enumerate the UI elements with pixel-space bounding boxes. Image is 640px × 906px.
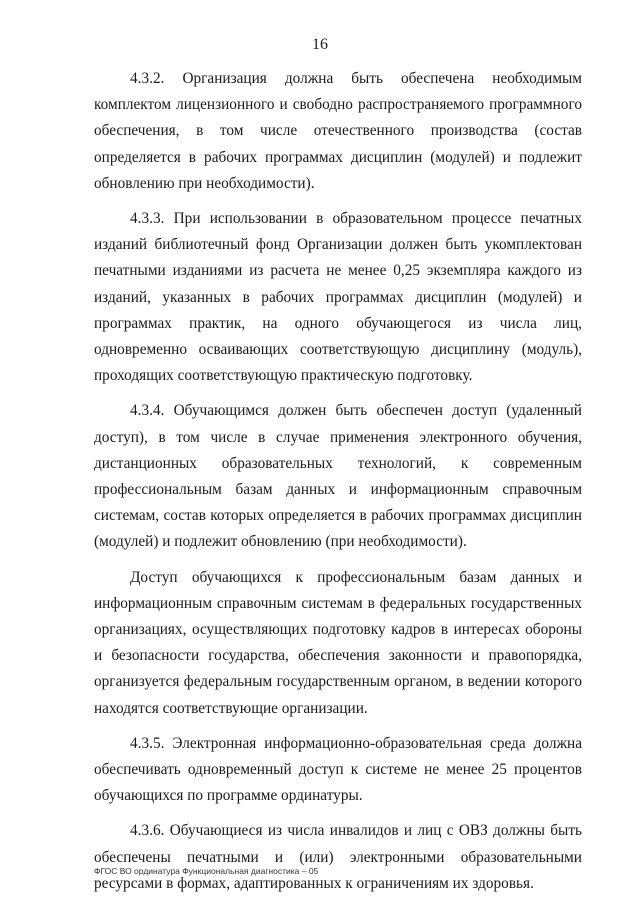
document-body	[94, 66, 582, 906]
paragraph-access: Доступ обучающихся к профессиональным базам данных и информационным справочным системам в федеральных государственных организациях, осуществляющих подготовку кадров в интересах обороны и безопасности государства, обеспечения законности и правопорядка, организуется федеральным государственным органом, в ведении которого находятся соответствующие организации.	[94, 568, 582, 717]
page-number: 16	[312, 36, 328, 53]
paragraph-4-3-5: 4.3.5. Электронная информационно-образовательная среда должна обеспечивать одновременный доступ к системе не менее 25 процентов обучающихся по программе ординатуры.	[94, 734, 582, 805]
paragraph-4-3-6: 4.3.6. Обучающиеся из числа инвалидов и лиц с ОВЗ должны быть обеспечены печатными и (или) электронными образовательными ресурсами в формах, адаптированных к ограничениям их здоровья.	[94, 822, 582, 892]
paragraph-4-3-2: 4.3.2. Организация должна быть обеспечена необходимым комплектом лицензионного и свободно распространяемого программного обеспечения, в том числе отечественного производства (состав определяется в рабочих программах дисциплин (модулей) и подлежит обновлению при необходимости).	[94, 70, 582, 192]
paragraph-4-3-4: 4.3.4. Обучающимся должен быть обеспечен доступ (удаленный доступ), в том числе в случае применения электронного обучения, дистанционных образовательных технологий, к современным профессиональным базам данных и информационным справочным системам, состав которых определяется в рабочих программах дисциплин (модулей) и подлежит обновлению (при необходимости).	[94, 402, 582, 551]
page-footer: ФГОС ВО ординатура Функциональная диагностика – 05	[94, 866, 319, 876]
paragraph-4-3-3: 4.3.3. При использовании в образовательном процессе печатных изданий библиотечный фонд Организации должен быть укомплектован печатными изданиями из расчета не менее 0,25 экземпляра каждого из изданий, указанных в рабочих программах дисциплин (модулей) и программах практик, на одного обучающегося из числа лиц, одновременно осваивающих соответствующую дисциплину (модуль), проходящих соответствующую практическую подготовку.	[94, 210, 582, 385]
